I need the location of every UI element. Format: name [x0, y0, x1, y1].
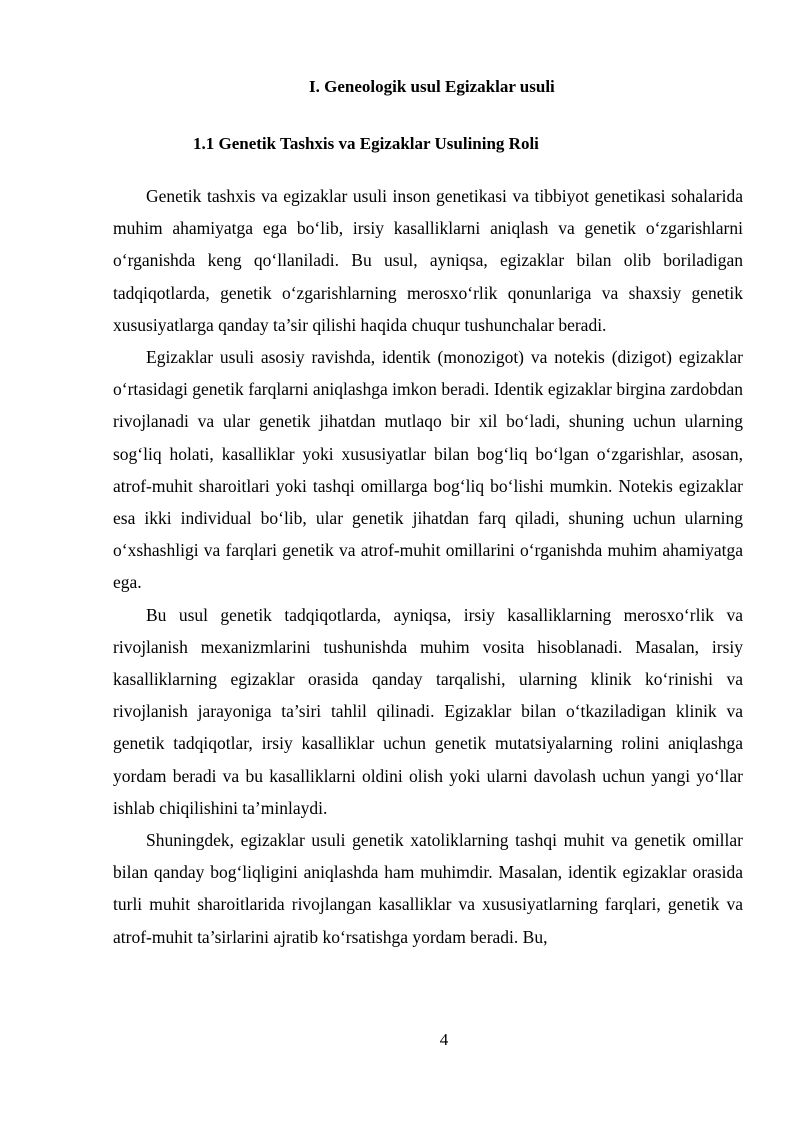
chapter-title: I. Geneologik usul Egizaklar usuli: [309, 77, 555, 96]
page-number: 4: [439, 1030, 449, 1049]
section-title: 1.1 Genetik Tashxis va Egizaklar Usulining Roli: [193, 134, 539, 153]
paragraph: Egizaklar usuli asosiy ravishda, identik (monozigot) va notekis (dizigot) egizaklar o‘rtasidagi genetik farqlarni aniqlashga imkon beradi. Identik egizaklar birgina zardobdan rivojlanadi va ular genetik jihatdan mutlaqo bir xil bo‘ladi, shuning uchun ularning sog‘liq holati, kasalliklar yoki xususiyatlar bilan bog‘liq bo‘lgan o‘zgarishlar, asosan, atrof-muhit sharoitlari yoki tashqi omillarga bog‘liq bo‘lishi mumkin. Notekis egizaklar esa ikki individual bo‘lib, ular genetik jihatdan farq qiladi, shuning uchun ularning o‘xshashligi va farqlari genetik va atrof-muhit omillarini o‘rganishda muhim ahamiyatga ega.: [113, 347, 743, 593]
paragraph: Genetik tashxis va egizaklar usuli inson genetikasi va tibbiyot genetikasi sohalarida muhim ahamiyatga ega bo‘lib, irsiy kasalliklarni aniqlash va genetik o‘zgarishlarni o‘rganishda keng qo‘llaniladi. Bu usul, ayniqsa, egizaklar bilan olib boriladigan tadqiqotlarda, genetik o‘zgarishlarning merosxo‘rlik qonunlariga va shaxsiy genetik xususiyatlarga qanday ta’sir qilishi haqida chuqur tushunchalar beradi.: [113, 186, 743, 335]
body-text: [113, 180, 743, 953]
paragraph: Bu usul genetik tadqiqotlarda, ayniqsa, irsiy kasalliklarning merosxo‘rlik va rivojlanish mexanizmlarini tushunishda muhim vosita hisoblanadi. Masalan, irsiy kasalliklarning egizaklar orasida qanday tarqalishi, ularning klinik ko‘rinishi va rivojlanish jarayoniga ta’siri tahlil qilinadi. Egizaklar bilan o‘tkaziladigan klinik va genetik tadqiqotlar, irsiy kasalliklar uchun genetik mutatsiyalarning rolini aniqlashga yordam beradi va bu kasalliklarni oldini olish yoki ularni davolash uchun yangi yo‘llar ishlab chiqilishini ta’minlaydi.: [113, 604, 743, 818]
paragraph: Shuningdek, egizaklar usuli genetik xatoliklarning tashqi muhit va genetik omillar bilan qanday bog‘liqligini aniqlashda ham muhimdir. Masalan, identik egizaklar orasida turli muhit sharoitlarida rivojlangan kasalliklar va xususiyatlarning farqlari, genetik va atrof-muhit ta’sirlarini ajratib ko‘rsatishga yordam beradi. Bu,: [113, 830, 743, 947]
